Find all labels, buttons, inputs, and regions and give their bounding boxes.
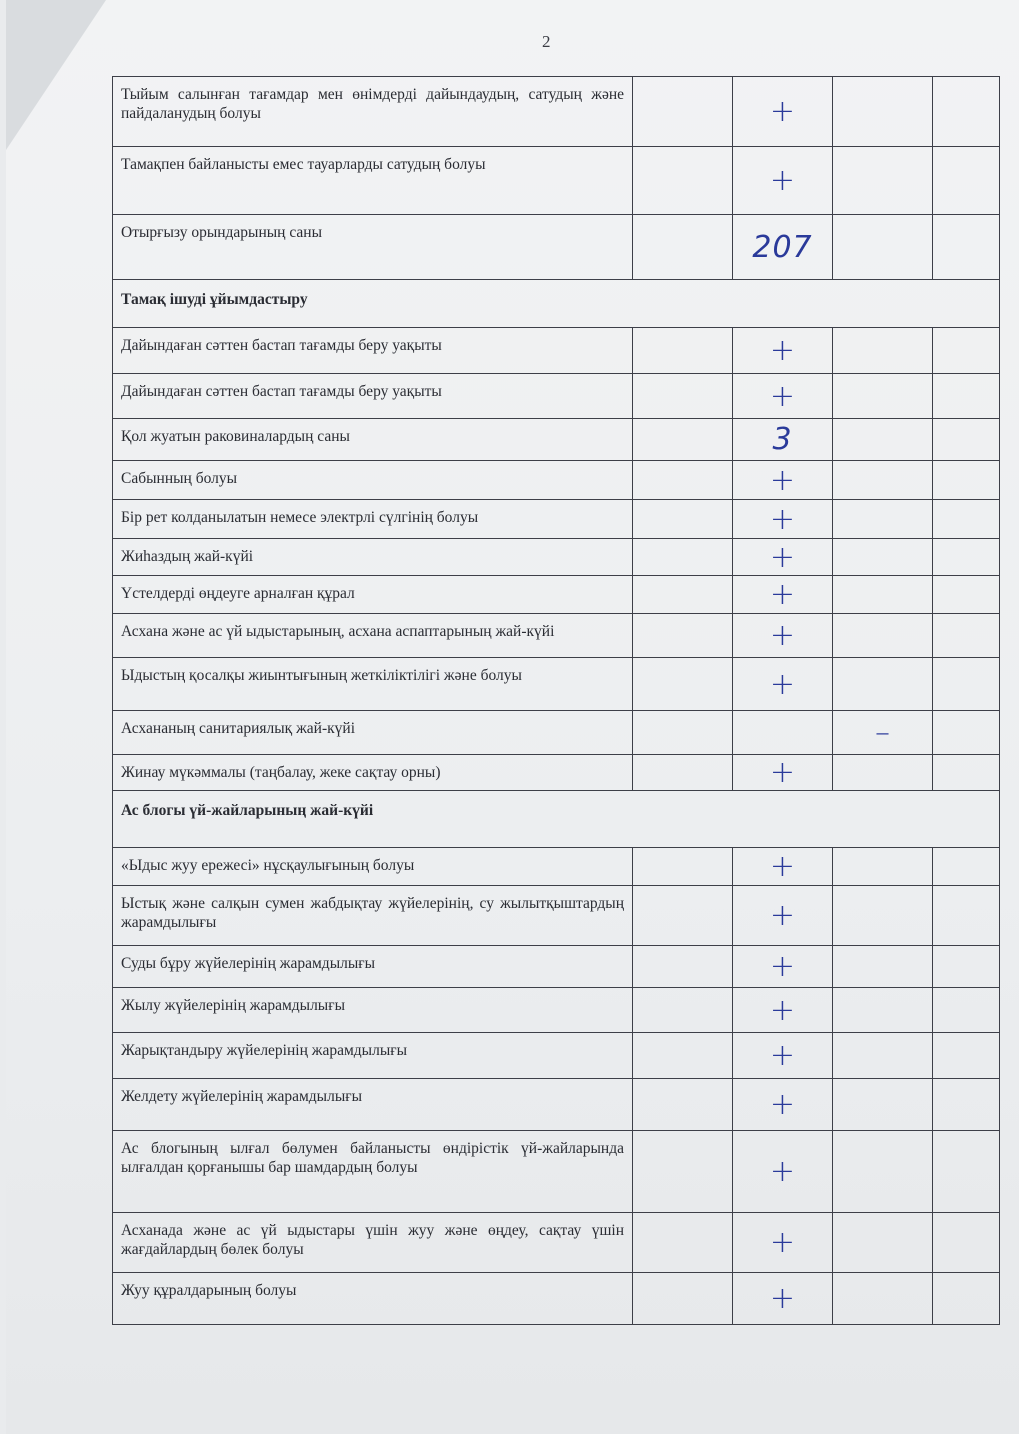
criterion-label: Дайындаған сәттен бастап тағамды беру уақыты: [113, 374, 633, 419]
handwritten-mark-col2: 207: [733, 215, 833, 280]
handwritten-mark-col1: [633, 77, 733, 147]
criterion-label: Ас блогының ылғал бөлумен байланысты өндірістік үй-жайларында ылғалдан қорғанышы бар шамдардың болуы: [113, 1131, 633, 1213]
handwritten-mark-col1: [633, 614, 733, 658]
handwritten-mark-col1: [633, 1273, 733, 1325]
handwritten-mark-col2: +: [733, 461, 833, 500]
criterion-label: Бір рет колданылатын немесе электрлі сүлгінің болуы: [113, 500, 633, 539]
table-row: [113, 1079, 1000, 1131]
criterion-label: Жылу жүйелерінің жарамдылығы: [113, 988, 633, 1033]
criterion-label: Суды бұру жүйелерінің жарамдылығы: [113, 946, 633, 988]
handwritten-mark-col2: +: [733, 658, 833, 711]
handwritten-mark-col4: [933, 848, 1000, 886]
handwritten-mark-col2: +: [733, 614, 833, 658]
handwritten-mark-col3: [833, 1273, 933, 1325]
handwritten-mark-col2: +: [733, 946, 833, 988]
inspection-table: [112, 76, 1000, 1325]
handwritten-mark-col3: [833, 1213, 933, 1273]
handwritten-mark-col2: +: [733, 576, 833, 614]
handwritten-mark-col3: [833, 539, 933, 576]
table-row: [113, 711, 1000, 755]
handwritten-mark-col3: [833, 658, 933, 711]
handwritten-mark-col1: [633, 711, 733, 755]
handwritten-mark-col3: [833, 147, 933, 215]
criterion-label: Қол жуатын раковиналардың саны: [113, 419, 633, 461]
handwritten-mark-col4: [933, 988, 1000, 1033]
table-row: [113, 539, 1000, 576]
criterion-label: Асхананың санитариялық жай-күйі: [113, 711, 633, 755]
handwritten-mark-col3: [833, 215, 933, 280]
criterion-label: Үстелдерді өңдеуге арналған құрал: [113, 576, 633, 614]
handwritten-mark-col4: [933, 1273, 1000, 1325]
handwritten-mark-col3: [833, 614, 933, 658]
criterion-label: Тамақпен байланысты емес тауарларды сатудың болуы: [113, 147, 633, 215]
table-row: [113, 1273, 1000, 1325]
handwritten-mark-col3: [833, 848, 933, 886]
handwritten-mark-col4: [933, 374, 1000, 419]
handwritten-mark-col3: [833, 1131, 933, 1213]
handwritten-mark-col1: [633, 374, 733, 419]
handwritten-mark-col4: [933, 419, 1000, 461]
handwritten-mark-col1: [633, 539, 733, 576]
criterion-label: Жиһаздың жай-күйі: [113, 539, 633, 576]
page-fold-corner: [6, 0, 106, 150]
handwritten-mark-col1: [633, 500, 733, 539]
criterion-label: Сабынның болуы: [113, 461, 633, 500]
handwritten-mark-col2: +: [733, 1033, 833, 1079]
handwritten-mark-col1: [633, 1033, 733, 1079]
handwritten-mark-col2: +: [733, 77, 833, 147]
section-header-row: [113, 791, 1000, 848]
handwritten-mark-col4: [933, 1131, 1000, 1213]
handwritten-mark-col2: +: [733, 147, 833, 215]
page-number: 2: [542, 32, 551, 51]
table-row: [113, 419, 1000, 461]
table-row: [113, 886, 1000, 946]
table-row: [113, 147, 1000, 215]
handwritten-mark-col2: +: [733, 1131, 833, 1213]
handwritten-mark-col2: +: [733, 988, 833, 1033]
table-row: [113, 614, 1000, 658]
handwritten-mark-col4: [933, 576, 1000, 614]
handwritten-mark-col3: [833, 77, 933, 147]
handwritten-mark-col1: [633, 848, 733, 886]
handwritten-mark-col4: [933, 539, 1000, 576]
handwritten-mark-col2: [733, 711, 833, 755]
table-row: [113, 946, 1000, 988]
table-row: [113, 77, 1000, 147]
handwritten-mark-col3: [833, 500, 933, 539]
handwritten-mark-col4: [933, 614, 1000, 658]
handwritten-mark-col3: [833, 576, 933, 614]
table-row: [113, 328, 1000, 374]
handwritten-mark-col2: +: [733, 328, 833, 374]
table-row: [113, 1131, 1000, 1213]
handwritten-mark-col1: [633, 755, 733, 791]
criterion-label: Дайындаған сәттен бастап тағамды беру уақыты: [113, 328, 633, 374]
table-row: [113, 500, 1000, 539]
criterion-label: Ыстық және салқын сумен жабдықтау жүйелерінің, су жылытқыштардың жарамдылығы: [113, 886, 633, 946]
handwritten-mark-col2: +: [733, 539, 833, 576]
handwritten-mark-col3: [833, 886, 933, 946]
table-row: [113, 576, 1000, 614]
handwritten-mark-col2: +: [733, 1273, 833, 1325]
handwritten-mark-col4: [933, 147, 1000, 215]
handwritten-mark-col1: [633, 419, 733, 461]
criterion-label: Жинау мүкәммалы (таңбалау, жеке сақтау орны): [113, 755, 633, 791]
criterion-label: Жуу құралдарының болуы: [113, 1273, 633, 1325]
handwritten-mark-col4: [933, 500, 1000, 539]
handwritten-mark-col4: [933, 215, 1000, 280]
criterion-label: Жарықтандыру жүйелерінің жарамдылығы: [113, 1033, 633, 1079]
handwritten-mark-col4: [933, 1213, 1000, 1273]
handwritten-mark-col3: [833, 1033, 933, 1079]
handwritten-mark-col1: [633, 215, 733, 280]
table-row: [113, 461, 1000, 500]
handwritten-mark-col4: [933, 77, 1000, 147]
handwritten-mark-col3: [833, 461, 933, 500]
handwritten-mark-col4: [933, 461, 1000, 500]
handwritten-mark-col1: [633, 1131, 733, 1213]
handwritten-mark-col2: +: [733, 886, 833, 946]
section-header-row: [113, 280, 1000, 328]
table-row: [113, 215, 1000, 280]
handwritten-mark-col1: [633, 988, 733, 1033]
criterion-label: «Ыдыс жуу ережесі» нұсқаулығының болуы: [113, 848, 633, 886]
table-row: [113, 658, 1000, 711]
handwritten-mark-col2: 3: [733, 419, 833, 461]
handwritten-mark-col2: +: [733, 1079, 833, 1131]
table-row: [113, 1033, 1000, 1079]
table-row: [113, 1213, 1000, 1273]
section-title: Ас блогы үй-жайларының жай-күйі: [113, 791, 1000, 848]
handwritten-mark-col4: [933, 946, 1000, 988]
handwritten-mark-col4: [933, 328, 1000, 374]
handwritten-mark-col3: [833, 374, 933, 419]
table-row: [113, 988, 1000, 1033]
table-row: [113, 755, 1000, 791]
section-title: Тамақ ішуді ұйымдастыру: [113, 280, 1000, 328]
criterion-label: Желдету жүйелерінің жарамдылығы: [113, 1079, 633, 1131]
handwritten-mark-col2: +: [733, 755, 833, 791]
handwritten-mark-col1: [633, 147, 733, 215]
criterion-label: Ыдыстың қосалқы жиынтығының жеткіліктілігі және болуы: [113, 658, 633, 711]
handwritten-mark-col3: [833, 755, 933, 791]
handwritten-mark-col1: [633, 1079, 733, 1131]
handwritten-mark-col3: [833, 1079, 933, 1131]
criterion-label: Тыйым салынған тағамдар мен өнімдерді дайындаудың, сатудың және пайдаланудың болуы: [113, 77, 633, 147]
handwritten-mark-col4: [933, 1079, 1000, 1131]
handwritten-mark-col4: [933, 886, 1000, 946]
document-page: [6, 0, 1019, 1434]
handwritten-mark-col3: [833, 419, 933, 461]
criterion-label: Асхана және ас үй ыдыстарының, асхана аспаптарының жай-күйі: [113, 614, 633, 658]
handwritten-mark-col3: [833, 988, 933, 1033]
handwritten-mark-col1: [633, 328, 733, 374]
handwritten-mark-col1: [633, 946, 733, 988]
handwritten-mark-col1: [633, 576, 733, 614]
table-row: [113, 848, 1000, 886]
handwritten-mark-col4: [933, 711, 1000, 755]
handwritten-mark-col3: [833, 946, 933, 988]
handwritten-mark-col3: –: [833, 711, 933, 755]
handwritten-mark-col2: +: [733, 374, 833, 419]
handwritten-mark-col4: [933, 1033, 1000, 1079]
handwritten-mark-col1: [633, 886, 733, 946]
criterion-label: Отырғызу орындарының саны: [113, 215, 633, 280]
handwritten-mark-col1: [633, 461, 733, 500]
handwritten-mark-col1: [633, 1213, 733, 1273]
handwritten-mark-col2: +: [733, 848, 833, 886]
handwritten-mark-col1: [633, 658, 733, 711]
handwritten-mark-col2: +: [733, 1213, 833, 1273]
handwritten-mark-col3: [833, 328, 933, 374]
handwritten-mark-col2: +: [733, 500, 833, 539]
handwritten-mark-col4: [933, 755, 1000, 791]
handwritten-mark-col4: [933, 658, 1000, 711]
table-row: [113, 374, 1000, 419]
criterion-label: Асханада және ас үй ыдыстары үшін жуу және өңдеу, сақтау үшін жағдайлардың бөлек болуы: [113, 1213, 633, 1273]
